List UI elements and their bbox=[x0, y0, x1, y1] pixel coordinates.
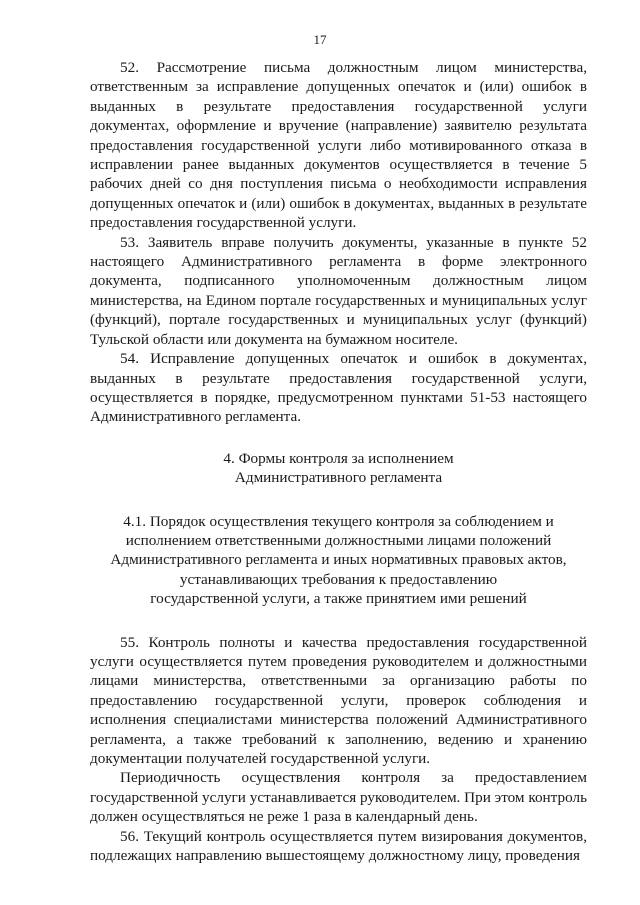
paragraph-54: 54. Исправление допущенных опечаток и ошибок в документах, выданных в результате предоставления государственной услуги, осуществляется в порядке, предусмотренном пунктами 51-53 настоящего Административного регламента. bbox=[90, 350, 587, 426]
paragraph-53: 53. Заявитель вправе получить документы, указанные в пункте 52 настоящего Административного регламента в форме электронного документа, подписанного уполномоченным должностным лицом министерства, на Едином портале государственных и муниципальных услуг (функций), портале государственных и муниципальных услуг (функций) Тульской области или документа на бумажном носителе. bbox=[90, 233, 587, 348]
subsection-heading-line-4: устанавливающих требования к предоставлению bbox=[179, 570, 498, 588]
section-heading-line-2: Административного регламента bbox=[234, 469, 443, 487]
paragraph-52: 52. Рассмотрение письма должностным лицом министерства, ответственным за исправление допущенных опечаток и (или) ошибок в выданных в результате предоставления государственной услуги документах, оформление и вручение (направление) заявителю результата предоставления государственной услуги либо мотивированного отказа в исправлении ранее выданных документов осуществляется в течение 5 рабочих дней со дня поступления письма о необходимости исправления допущенных опечаток и (или) ошибок в документах, выданных в результате предоставления государственной услуги. bbox=[90, 59, 587, 232]
section-heading-line-1: 4. Формы контроля за исполнением bbox=[223, 449, 454, 467]
page-number: 17 bbox=[313, 32, 327, 47]
subsection-heading-line-1: 4.1. Порядок осуществления текущего контроля за соблюдением и bbox=[123, 512, 554, 530]
subsection-heading-line-2: исполнением ответственными должностными лицами положений bbox=[125, 531, 552, 549]
subsection-heading-line-3: Административного регламента и иных нормативных правовых актов, bbox=[110, 551, 567, 569]
document-body bbox=[90, 58, 587, 865]
subsection-heading-line-5: государственной услуги, а также принятием ими решений bbox=[150, 590, 527, 608]
subsection-heading bbox=[90, 512, 587, 609]
paragraph-56: 56. Текущий контроль осуществляется путем визирования документов, подлежащих направлению вышестоящему должностному лицу, проведения bbox=[90, 827, 587, 865]
paragraph-55: 55. Контроль полноты и качества предоставления государственной услуги осуществляется путем проведения руководителем и должностными лицами министерства, ответственными за организацию работы по предоставлению государственной услуги, проверок соблюдения и исполнения специалистами министерства положений Административного регламента, а также требований к заполнению, ведению и хранению документации получателей государственной услуги. bbox=[90, 633, 587, 767]
paragraph-periodicity: Периодичность осуществления контроля за предоставлением государственной услуги устанавливается руководителем. При этом контроль должен осуществляться не реже 1 раза в календарный день. bbox=[90, 769, 587, 826]
section-heading bbox=[90, 449, 587, 488]
